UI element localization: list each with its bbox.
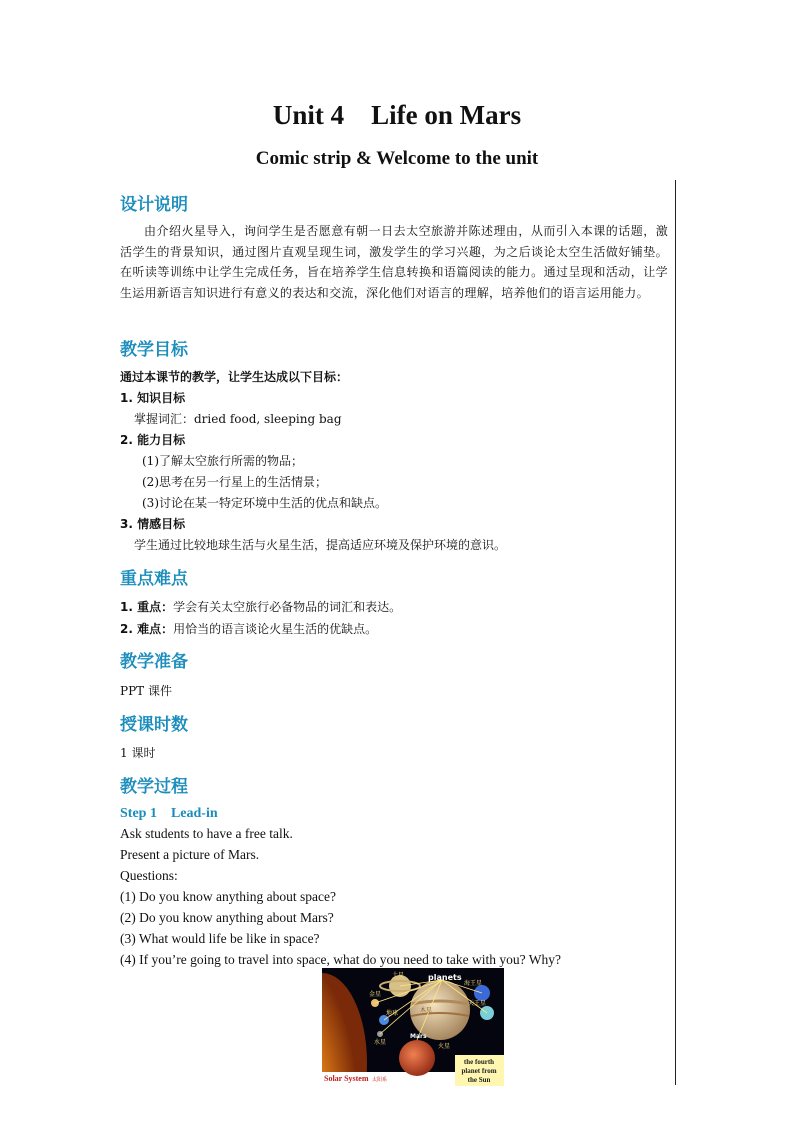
earth-label: 地球 — [386, 1010, 399, 1017]
process-line: Ask students to have a free talk. — [120, 826, 293, 841]
neptune-label: 海王星 — [464, 980, 483, 987]
goal-2-item: (3)讨论在某一特定环境中生活的优点和缺点。 — [142, 496, 387, 510]
key-item-1-text: 学会有关太空旅行必备物品的词汇和表达。 — [173, 600, 402, 614]
svg-text:the Sun: the Sun — [467, 1076, 491, 1084]
process-line: Questions: — [120, 868, 178, 883]
process-line: (4) If you’re going to travel into space, what do you need to take with you? Why? — [120, 952, 561, 967]
svg-text:the fourth: the fourth — [463, 1058, 495, 1066]
goal-3-title: 3. 情感目标 — [120, 517, 186, 531]
solar-system-label: Solar System — [324, 1074, 369, 1083]
mars-cn-label: 火星 — [438, 1043, 451, 1050]
planets-label: planets — [428, 973, 462, 982]
page-subtitle: Comic strip & Welcome to the unit — [255, 148, 539, 169]
step-1-title: Step 1 Lead-in — [120, 806, 218, 821]
key-item-2-text: 用恰当的语言谈论火星生活的优缺点。 — [173, 622, 378, 636]
process-line: (1) Do you know anything about space? — [120, 889, 336, 904]
goal-1-title: 1. 知识目标 — [120, 391, 186, 405]
venus-label: 金星 — [369, 991, 382, 998]
key-item-2-label: 2. 难点： — [120, 622, 174, 636]
goal-2-title: 2. 能力目标 — [120, 433, 186, 447]
goal-1-text: 掌握词汇：dried food, sleeping bag — [134, 412, 342, 426]
saturn-label: 土星 — [392, 972, 405, 979]
svg-text:planet from: planet from — [461, 1067, 497, 1075]
process-line: (3) What would life be like in space? — [120, 931, 320, 946]
design-paragraph: 由介绍火星导入，询问学生是否愿意有朝一日去太空旅游并陈述理由，从而引入本课的话题，激活学生的背景知识，通过图片直观呈现生词，激发学生的学习兴趣，为之后谈论太空生活做好铺垫。在听读等训练中让学生完成任务，旨在培养学生信息转换和语篇阅读的能力。通过呈现和活动，让学生运用新语言知识进行有意义的表达和交流，深化他们对语言的理解，培养他们的语言运用能力。 — [120, 224, 668, 300]
jupiter-label: 木星 — [420, 1007, 433, 1014]
goal-2-item: (2)思考在另一行星上的生活情景； — [142, 475, 327, 489]
goal-3-text: 学生通过比较地球生活与火星生活，提高适应环境及保护环境的意识。 — [134, 538, 507, 552]
solar-system-cn-label: 太阳系 — [372, 1077, 388, 1083]
section-heading-prep: 教学准备 — [120, 652, 188, 672]
key-item-1-label: 1. 重点： — [120, 600, 174, 614]
section-heading-key: 重点难点 — [120, 569, 188, 589]
time-text: 1 课时 — [120, 746, 156, 760]
key-item-1 — [120, 598, 401, 615]
page-title: Unit 4 Life on Mars — [272, 100, 522, 130]
mercury-label: 水星 — [374, 1039, 387, 1046]
goals-intro: 通过本课节的教学，让学生达成以下目标： — [120, 370, 349, 384]
process-line: Present a picture of Mars. — [120, 847, 260, 862]
goal-2-item: (1)了解太空旅行所需的物品； — [142, 454, 303, 468]
solar-system-image — [322, 968, 504, 1086]
key-item-2 — [120, 620, 377, 637]
prep-text: PPT 课件 — [120, 684, 172, 698]
section-heading-time: 授课时数 — [120, 715, 188, 735]
uranus-label: 天王星 — [468, 1000, 487, 1007]
process-line: (2) Do you know anything about Mars? — [120, 910, 334, 925]
section-heading-goals: 教学目标 — [120, 340, 188, 360]
section-heading-process: 教学过程 — [120, 777, 188, 797]
mars-en-label: Mars — [410, 1033, 427, 1040]
section-heading-design: 设计说明 — [120, 195, 188, 215]
table-border-right — [675, 180, 676, 1085]
